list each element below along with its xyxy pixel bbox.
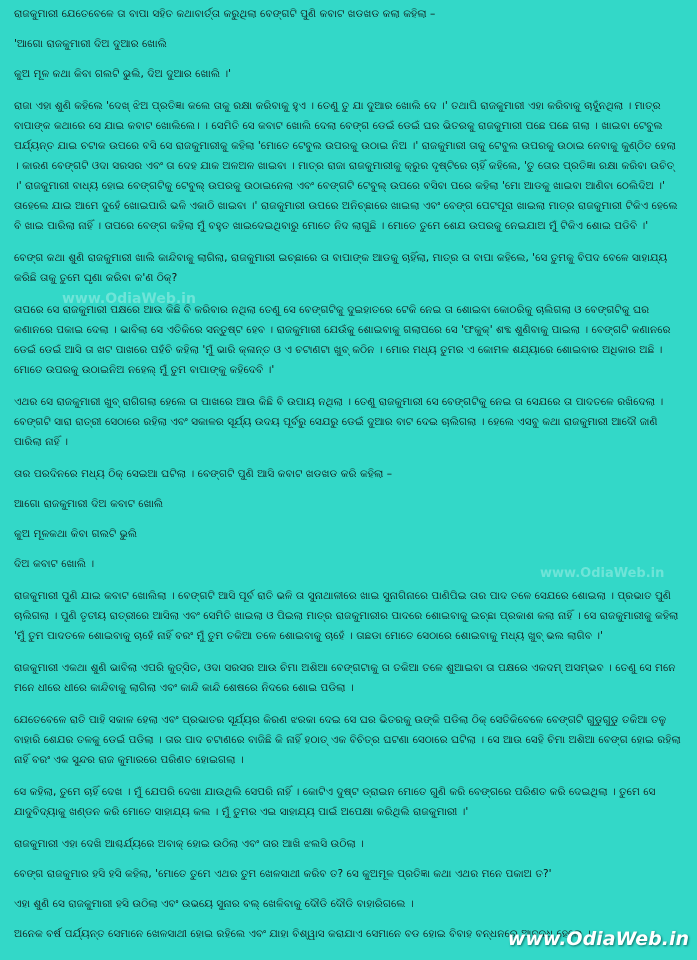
site-logo-watermark: www.OdiaWeb.in: [507, 928, 689, 950]
paragraph: କୁଅ ମୂଳ କଥା କିବା ଗଲଟି ଭୁଲି, ଦିଅ ଦୁଆର ଖୋଲି ।': [14, 68, 232, 80]
paragraph: ରାଜକୁମାରୀ ଏକଥା ଶୁଣି ଭାବିଲା ଏପରି କୁତ୍ସିତ, ଓଦା ସରସର ଆଉ ଚିମା ଅଶିଆ ବେଙ୍ଗଟାକୁ ତା ତକିଆ ତଳେ ଶୁଆଇବା ତା ପକ୍ଷରେ ଏକଦମ୍ ଅସମ୍ଭବ । ତେଣୁ ସେ ମନେ ମନେ ଧୀରେ ଧୀରେ କାନ୍ଦିବାକୁ ଲାଗିଲା ଏବଂ କାନ୍ଦି କାନ୍ଦି ଶେଷରେ ନିଦରେ ଶୋଇ ପଡିଲା ।: [14, 662, 676, 694]
paragraph: ରାଜକୁମାରୀ ଯେତେବେଳେ ତା ବାପା ସହିତ କଥାବାର୍ତ୍ତା କରୁଥିଲା ବେଙ୍ଗଟି ପୁଣି କବାଟ ଖଡଖଡ କଲା କହିଲା –: [14, 8, 436, 20]
paragraph: କୁଅ ମୂଳକଥା କିବା ଗଲଟି ଭୁଲି: [14, 528, 138, 540]
paragraph: ଯେତେବେଳେ ରାତି ପାହି ସକାଳ ହେଲା ଏବଂ ପ୍ରଭାତର ସୂର୍ଯ୍ୟର କିରଣ ଝରକା ଦେଇ ସେ ଘର ଭିତରକୁ ଉଙ୍କି ପଡିଲା ଠିକ୍ ସେତିକିବେଳେ ବେଙ୍ଗଟି ଗୁଡୁଗୁଡୁ ତକିଆ ତଳୁ ବାହାରି ଶେଯର ତଳକୁ ଡେଇଁ ପଡିଲା । ତାର ପାଦ ଚଟାଣରେ ବାଜିଛି କି ନାହିଁ ହଠାତ୍ ଏକ ବିଚିତ୍ର ଘଟଣା ସେଠାରେ ଘଟିଲା । ସେ ଆଉ ସେହି ଚିମା ଅଶିଆ ବେଙ୍ଗ ହୋଇ ରହିଲା ନାହିଁ ବରଂ ଏକ ସୁନ୍ଦର ରାଜ କୁମାରରେ ପରିଣତ ହୋଇଗଲା ।: [14, 714, 681, 766]
paragraph: ଦିଅ କବାଟ ଖୋଲି ।: [14, 558, 95, 570]
paragraph: ଏଥର ସେ ରାଜକୁମାରୀ ଖୁବ୍ ରାଗିଗଲା ହେଲେ ତା ପାଖରେ ଆଉ କିଛି ବି ଉପାୟ ନଥିଲା । ତେଣୁ ରାଜକୁମାରୀ ସେ ବେଙ୍ଗଟିକୁ ନେଇ ତା ସେଯରେ ତା ପାଦତଳେ ରଖିଦେଲା । ବେଙ୍ଗଟି ସାରା ରାତ୍ରୀ ସେଠାରେ ରହିଲା ଏବଂ ସକାଳର ସୂର୍ଯ୍ୟ ଉଦୟ ପୂର୍ବରୁ ସେଯରୁ ଡେଇଁ ଦୁଆର ବାଟ ଦେଇ ଚାଲିଗଲା । ହେଲେ ଏସବୁ କଥା ରାଜକୁମାରୀ ଆଦୌ ଜାଣି ପାରିଲା ନାହିଁ ।: [14, 396, 664, 448]
paragraph: ରାଜା ଏହା ଶୁଣି କହିଲେ 'ଦେଖ୍ ଝିଅ ପ୍ରତିଜ୍ଞା କଲେ ତାକୁ ରକ୍ଷା କରିବାକୁ ହୁଏ । ତେଣୁ ତୁ ଯା ଦୁଆର ଖୋଲି ଦେ ।' ତଥାପି ରାଜକୁମାରୀ ଏହା କରିବାକୁ ଚାହୁଁନଥିଲା । ମାତ୍ର ବାପାଙ୍କ କଥାରେ ସେ ଯାଇ କବାଟ ଖୋଲିଲେ। । ସେମିତି ସେ କବାଟ ଖୋଲି ଦେଲା ବେଙ୍ଗ ଡେଇଁ ଡେଇଁ ଘର ଭିତରକୁ ରାଜକୁମାରୀ ପଛେ ପଛେ ଗଲା । ଖାଇବା ଟେବୁଲ ପର୍ଯ୍ୟନ୍ତ ଯାଇ ଚଟାକ ଉପରେ ବସି ସେ ରାଜକୁମାରୀକୁ କହିଲା 'ମୋତେ ଟେବୁଲ ଉପରକୁ ଉଠାଇ ନିଅ ।' ରାଜକୁମାରୀ ତାକୁ ଟେବୁଲ ଉପରକୁ ଉଠାଇ ନେବାକୁ କୁଣ୍ଠିତ ହେଲା । କାରଣ ବେଙ୍ଗଟି ଓଦା ସରସର ଏବଂ ତା ଦେହ ଯାକ ଅଳଅଳ ଖାଇବା । ମାତ୍ର ରାଜା ରାଜକୁମାରୀକୁ କ୍ରୁର ଦୃଷ୍ଟିରେ ଚାହିଁ କହିଲେ, 'ତୁ ତୋର ପ୍ରତିଜ୍ଞା ରକ୍ଷା କରିବା ଉଚିତ୍ ।' ରାଜକୁମାରୀ ବାଧ୍ୟ ହୋଇ ବେଙ୍ଗଟିକୁ ଟେବୁଲ୍ ଉପରକୁ ଉଠାଇନେଲା ଏବଂ ବେଙ୍ଗଟି ଟେବୁଲ୍ ଉପରେ ବସିବା ପରେ କହିଲା 'ମୋ ଆଡକୁ ଖାଇବା ଆଣିବା ଠେଲିଦିଅ ।' ତାହେଲେ ଯାଇ ଆମେ ଦୁହେଁ ଖୋଇପାରି ଭଳି ଏକାଠି ଖାଇବା ।' ରାଜକୁମାରୀ ଉପରେ ଅନିଚ୍ଛାରେ ଖାଇଲା ଏବଂ ବେଙ୍ଗ ପେଟପୂରା ଖାଇଲା ମାତ୍ର ରାଜକୁମାରୀ ଟିକିଏ ହେଲେ ବି ଖାଇ ପାରିଲା ନାହିଁ । ତାପରେ ବେଙ୍ଗ କହିଲା ମୁଁ ବହୁତ ଖାଇଦେଇଥିବାରୁ ମୋତେ ନିଦ ଲାଗୁଛି । ମୋତେ ତୁମେ ଶେଯ ଉପରକୁ ନେଇଯାଅ ମୁଁ ଟିକିଏ ଶୋଇ ପଡିବି ।': [14, 100, 678, 232]
paragraph: ଆଗୋ ରାଜକୁମାରୀ ଦିଅ କବାଟ ଖୋଲି: [14, 498, 164, 510]
paragraph: ଅନେକ ବର୍ଷ ପର୍ଯ୍ୟନ୍ତ ସେମାନେ ଖେଳସାଥୀ ହୋଇ ରହିଲେ ଏବଂ ଯାହା ବିଶ୍ୱାସ କରାଯାଏ ସେମାନେ ବଡ ହୋଇ ବିବାହ ବନ୍ଧନରେ ଆବଦ୍ଧ ହେଲେ ।: [14, 928, 591, 940]
paragraph: ବେଙ୍ଗ କଥା ଶୁଣି ରାଜକୁମାରୀ ଖାଲି କାନ୍ଦିବାକୁ ଲାଗିଲା, ରାଜକୁମାରୀ ଇଚ୍ଛାରେ ତା ବାପାଙ୍କ ଆଡକୁ ଚାହିଁଲା, ମାତ୍ର ତା ବାପା କହିଲେ, 'ସେ ତୁମକୁ ବିପଦ ବେଳେ ସାହାଯ୍ୟ କରିଛି ତାକୁ ତୁମେ ଘୃଣା କରିବା କ'ଣ ଠିକ୍?: [14, 252, 668, 284]
paragraph: ଏହା ଶୁଣି ସେ ରାଜକୁମାରୀ ହସି ଉଠିଲା ଏବଂ ଉଭୟେ ସୁନାର ବଲ୍ ଖେଳିବାକୁ ଦୌଡି ଦୌଡି ବାହାରିଗଲେ ।: [14, 898, 414, 910]
watermark: www.OdiaWeb.in: [62, 291, 196, 307]
paragraph: ସେ କହିଲା, ତୁମେ ଚାହିଁ ଦେଖ । ମୁଁ ଯେପରି ଦେଖା ଯାଉଥିଲି ସେପରି ନାହିଁ । କୋଟିଏ ଦୁଷ୍ଟ ଡ୍ରାଇନ ମୋତେ ଗୁଣି କରି ବେଙ୍ଗରେ ପରିଣତ କରି ଦେଇଥିଲା । ତୁମେ ସେ ଯାଦୁବିଦ୍ୟାକୁ ଖଣ୍ଡନ କରି ମୋତେ ସାହାଯ୍ୟ କଲ । ମୁଁ ତୁମର ଏଇ ସାହାଯ୍ୟ ପାଇଁ ଅପେକ୍ଷା କରିଥିଲି ରାଜକୁମାରୀ ।': [14, 786, 656, 818]
paragraph: ରାଜକୁମାରୀ ପୁଣି ଯାଇ କବାଟ ଖୋଲିଲା । ବେଙ୍ଗଟି ଆସି ପୂର୍ବ ରାତି ଭଳି ତା ସୁନାଥାଳୀରେ ଖାଇ ସୁନାଗିନାରେ ପାଣିପିଇ ତାର ପାଦ ତଳେ ସେଯରେ ଶୋଇଲା । ପ୍ରଭାତ ପୁଣି ଚାଲିଗଲା । ପୁଣି ତୃତୀୟ ରାତ୍ରୀରେ ଆସିଲା ଏବଂ ସେମିତି ଖାଇଲା ଓ ପିଇଲା ମାତ୍ର ରାଜକୁମାରୀର ପାଦରେ ଶୋଇବାକୁ ଇଚ୍ଛା ପ୍ରକାଶ କଲା ନାହିଁ । ସେ ରାଜକୁମାରୀକୁ କହିଲା 'ମୁଁ ତୁମ ପାଦତଳେ ଶୋଇବାକୁ ଚାହେଁ ନାହିଁ ବରଂ ମୁଁ ତୁମ ତକିଆ ତଳେ ଶୋଇବାକୁ ଚାହେଁ । ତାଛଡା ମୋତେ ସେଠାରେ ଶୋଇବାକୁ ମଧ୍ୟ ଖୁବ୍ ଭଲ ଲାଗିବ ।': [14, 590, 679, 642]
paragraph: ରାଜକୁମାରୀ ଏହା ଦେଖି ଆଶ୍ଚର୍ଯ୍ୟରେ ଅବାକ୍ ହୋଇ ଉଠିଲା ଏବଂ ତାର ଆଖି ଝଲସି ଉଠିଲା ।: [14, 838, 364, 850]
story-text: [14, 4, 684, 956]
watermark: www.OdiaWeb.in: [540, 566, 665, 581]
paragraph: ତାର ପରଦିନରେ ମଧ୍ୟ ଠିକ୍ ସେଇଆ ଘଟିଲା । ବେଙ୍ଗଟି ପୁଣି ଆସି କବାଟ ଖଡଖଡ କରି କହିଲା –: [14, 468, 393, 480]
paragraph: 'ଆଗୋ ରାଜକୁମାରୀ ଦିଅ ଦୁଆର ଖୋଲି: [14, 38, 167, 50]
paragraph: ବେଙ୍ଗ ରାଜକୁମାର ହସି ହସି କହିଲା, 'ମୋତେ ତୁମେ ଏଥର ତୁମ ଖେଳସାଥୀ କରିବ ତ? ସେ କୁଅମୂଳ ପ୍ରତିଜ୍ଞା କଥା ଏଥର ମନେ ପକାଅ ତ?': [14, 868, 552, 880]
paragraph: ତାପରେ ସେ ରାଜକୁମାରୀ ପକ୍ଷରେ ଆଉ କିଛି ବି କରିବାର ନଥିଲା ତେଣୁ ସେ ବେଙ୍ଗଟିକୁ ଦୁଇହାତରେ ଟେକି ନେଇ ତା ଶୋଇବା କୋଠରିକୁ ଚାଲିଗଲା ଓ ବେଙ୍ଗଟିକୁ ଘର କଣାନରେ ପକାଇ ଦେଲା । ଭାବିଲା ସେ ଏତିକିରେ ସନ୍ତୁଷ୍ଟ ହେବ । ରାଜକୁମାରୀ ଯେଉଁକୁ ଶୋଇବାକୁ ଗଲାପରେ ସେ 'ଫକୁକ୍' ଶବ୍ଦ ଶୁଣିବାକୁ ପାଇଲା । ବେଙ୍ଗଟି କଣାନରେ ଡେଇଁ ଡେଇଁ ଆସି ତା ଖଟ ପାଖରେ ପହଁଚି କହିଲା 'ମୁଁ ଭାରି କ୍ଳାନ୍ତ ଓ ଏ ଚଟାଣଟା ଖୁବ୍ କଠିନ । ମୋର ମଧ୍ୟ ତୁମର ଏ କୋମଳ ଶଯ୍ୟାରେ ଶୋଇବାର ଅଧିକାର ଅଛି । ମୋତେ ଉପରକୁ ଉଠାଇନିଅ ନହେଲ୍ ମୁଁ ତୁମ ବାପାଙ୍କୁ କହିଦେବି ।': [14, 304, 671, 376]
